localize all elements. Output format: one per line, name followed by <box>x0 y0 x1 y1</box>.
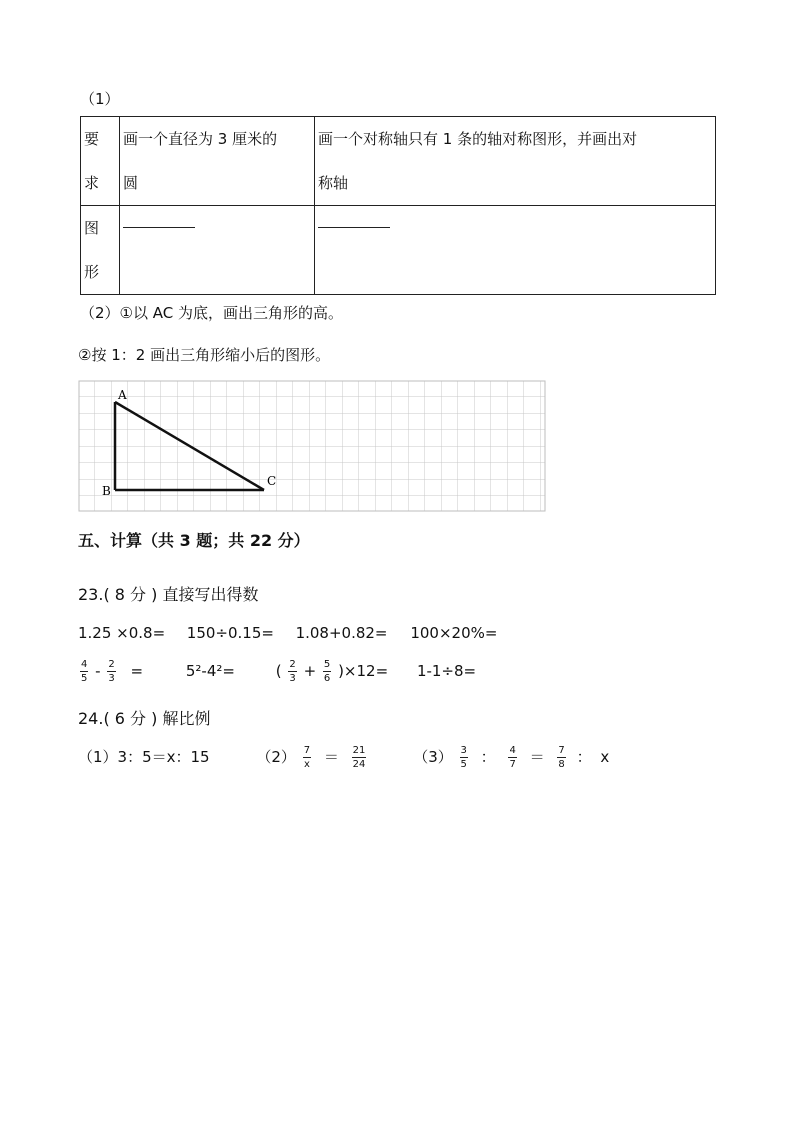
q23-title: 23.( 8 分 ) 直接写出得数 <box>78 585 259 604</box>
numerator: 7 <box>303 745 311 756</box>
calc-item: 150÷0.15= <box>186 624 274 642</box>
fraction <box>460 744 468 771</box>
fraction <box>352 744 367 771</box>
numerator: 7 <box>558 745 565 756</box>
circle-answer-cell[interactable] <box>120 206 315 295</box>
part2-instruction-2: ②按 1：2 画出三角形缩小后的图形。 <box>78 346 331 364</box>
vertex-label-a: A <box>118 388 127 402</box>
part1-label: （1） <box>80 90 120 108</box>
denominator: 8 <box>558 759 565 770</box>
q23-row2 <box>78 658 476 685</box>
plus-sign: + <box>303 662 317 680</box>
section-title: 五、计算（共 3 题；共 22 分） <box>78 531 310 550</box>
numerator: 3 <box>460 745 467 756</box>
circle-requirement-line2: 圆 <box>123 174 139 192</box>
denominator: 7 <box>509 759 516 770</box>
triangle-grid-figure <box>78 380 546 516</box>
equals-sign: ＝ <box>529 748 545 766</box>
numerator: 2 <box>108 659 115 670</box>
fraction <box>107 658 115 685</box>
symmetry-requirement-line1: 画一个对称轴只有 1 条的轴对称图形，并画出对 <box>318 130 638 148</box>
denominator: 24 <box>352 759 366 770</box>
denominator: 6 <box>323 673 331 684</box>
row1-header-char1: 要 <box>84 130 100 148</box>
proportion-2-label: （2） <box>256 748 296 766</box>
power-expression: 5²-4²= <box>185 662 235 680</box>
circle-requirement-cell <box>120 117 315 206</box>
proportion-1: （1）3：5＝x：15 <box>78 748 210 766</box>
vertex-label-c: C <box>267 474 277 488</box>
minus-sign: - <box>95 662 101 680</box>
answer-blank-circle <box>123 227 195 228</box>
row2-header-char2: 形 <box>84 263 100 281</box>
paren-close-times: )×12= <box>338 662 389 680</box>
fraction <box>80 658 88 685</box>
calc-item: 100×20%= <box>410 624 498 642</box>
proportion-3-label: （3） <box>413 748 453 766</box>
denominator: 3 <box>108 673 115 684</box>
fraction <box>557 744 565 771</box>
row2-header <box>81 206 120 295</box>
numerator: 4 <box>81 659 88 670</box>
colon: ： <box>576 748 592 766</box>
row1-header-char2: 求 <box>84 174 100 192</box>
numerator: 4 <box>509 745 516 756</box>
circle-requirement-line1: 画一个直径为 3 厘米的 <box>123 130 278 148</box>
denominator: 5 <box>460 759 467 770</box>
symmetry-requirement-cell <box>315 117 716 206</box>
fraction <box>288 658 296 685</box>
fraction <box>303 744 311 771</box>
vertex-label-b: B <box>102 484 111 498</box>
q23-row1 <box>78 624 497 642</box>
row1-header <box>81 117 120 206</box>
q24-title: 24.( 6 分 ) 解比例 <box>78 709 211 728</box>
calc-item: 1.25 ×0.8= <box>78 624 166 642</box>
denominator: 3 <box>289 673 296 684</box>
denominator: x <box>303 759 310 770</box>
fraction <box>508 744 516 771</box>
denominator: 5 <box>81 673 88 684</box>
equals-sign: ＝ <box>323 748 339 766</box>
symmetry-requirement-line2: 称轴 <box>318 174 349 192</box>
q24-row <box>78 744 609 771</box>
answer-blank-symmetry <box>318 227 390 228</box>
paren-open: ( <box>275 662 282 680</box>
calc-item: 1-1÷8= <box>416 662 477 680</box>
numerator: 2 <box>289 659 296 670</box>
grid-background <box>79 381 545 511</box>
symmetry-answer-cell[interactable] <box>315 206 716 295</box>
part2-instruction-1: （2）①以 AC 为底，画出三角形的高。 <box>80 304 343 322</box>
row2-header-char1: 图 <box>84 219 100 237</box>
grid-svg <box>78 380 546 512</box>
fraction <box>323 658 331 685</box>
numerator: 5 <box>323 659 331 670</box>
equals-sign: = <box>130 662 144 680</box>
calc-item: 1.08+0.82= <box>295 624 388 642</box>
variable-x: x <box>600 748 610 766</box>
numerator: 21 <box>352 745 366 756</box>
requirements-table <box>80 116 716 295</box>
colon: ： <box>480 748 496 766</box>
